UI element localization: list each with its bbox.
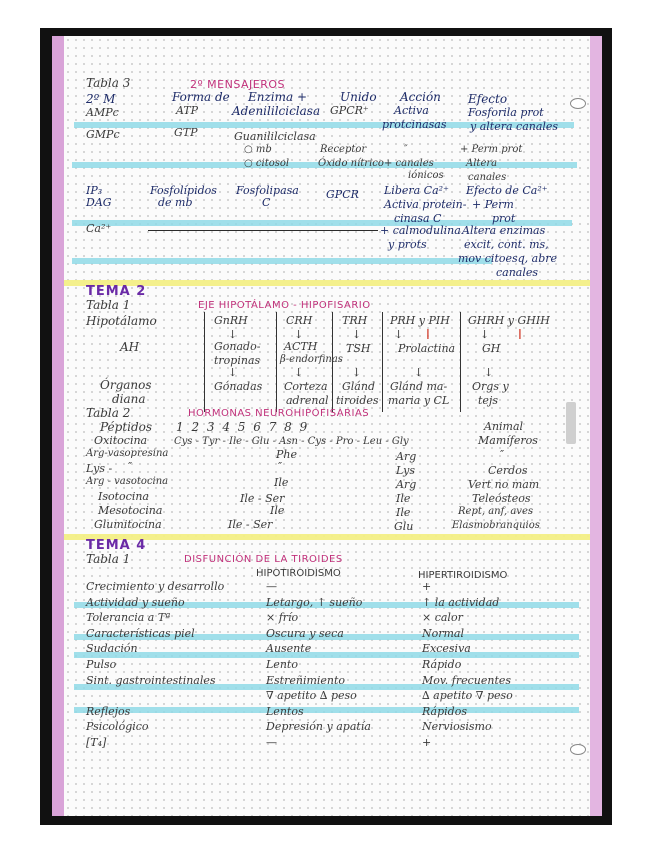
gmpc-no: Óxido nítrico <box>318 158 384 169</box>
arrow-icon: ↓ <box>294 366 304 379</box>
isotocina-pos8: Ile <box>396 492 411 505</box>
thyroid-hiper-value: Normal <box>422 626 465 640</box>
ah-label: AH <box>120 340 140 354</box>
thyroid-hipo-value: Depresión y apatía <box>266 720 371 734</box>
binder-hole <box>570 98 586 109</box>
arrow-icon: ↓ <box>414 366 424 379</box>
glumitocina-animal: Elasmobranquios <box>452 520 540 531</box>
ah-acth: ACTH <box>284 340 318 353</box>
ah-gh: GH <box>482 342 501 355</box>
col-hipo: HIPOTIROIDISMO <box>256 568 341 579</box>
arrow-icon: ↓ <box>394 328 404 341</box>
ip3-effect-2: + Perm <box>472 198 514 211</box>
thyroid-hiper-value: Excesiva <box>422 642 471 656</box>
thyroid-row-label: Reflejos <box>86 704 131 718</box>
crh: CRH <box>286 314 313 327</box>
arrow-icon: ↓ <box>228 328 238 341</box>
left-pink-margin <box>52 36 64 816</box>
gmpc-canales: + canales <box>384 158 434 169</box>
ampc-label: AMPc <box>86 106 119 119</box>
tema2-tabla1-title: EJE HIPOTÁLAMO - HIPOFISARIO <box>198 300 371 311</box>
isotocina-seq: Ile - Ser <box>240 492 285 505</box>
ip3-action-2: Activa protein- <box>384 198 467 211</box>
ampc-enzyme: Adenililciclasa <box>232 104 321 118</box>
thyroid-hipo-value: Lento <box>266 658 298 671</box>
ip3-action-3: cinasa C <box>394 212 442 225</box>
thyroid-hipo-value: Letargo, ↑ sueño <box>266 595 363 609</box>
table-divider <box>276 312 277 412</box>
ah-endorfinas: β-endorfinas <box>280 354 343 365</box>
tema4-tabla1: Tabla 1 <box>86 552 131 566</box>
ip3-enzyme-2: C <box>262 196 271 209</box>
isotocina-animal: Teleósteos <box>472 492 531 505</box>
ip3-label: IP₃ <box>86 184 103 197</box>
ah-gonado: Gonado- <box>214 340 261 353</box>
thyroid-hipo-value: Lentos <box>266 704 304 718</box>
header-efecto: Efecto <box>468 92 508 106</box>
gmpc-ditto: ″ <box>404 144 408 155</box>
thyroid-hiper-value: Rápido <box>422 658 462 671</box>
inhibit-mark: I <box>518 328 522 343</box>
ca-dash-line <box>148 230 378 231</box>
thyroid-hipo-value: × frío <box>266 611 299 625</box>
glumitocina-label: Glumitocina <box>94 518 162 531</box>
ip3-effect-3: prot <box>492 212 516 225</box>
glumitocina-seq: Ile - Ser <box>228 518 273 531</box>
organ-tejs: tejs <box>478 394 498 407</box>
binder-hole <box>570 744 586 755</box>
thyroid-row-label: Tolerancia a Tª <box>86 611 171 625</box>
argvasotocina-animal: Vert no mam <box>468 478 540 491</box>
header-unido: Unido <box>340 90 377 104</box>
organ-tiroides: tiroides <box>336 394 379 407</box>
arrow-icon: ↓ <box>480 328 490 341</box>
thyroid-row-label: Crecimiento y desarrollo <box>86 580 225 593</box>
thyroid-hipo-value: Ausente <box>266 642 312 656</box>
right-pink-margin <box>590 36 602 816</box>
thyroid-hipo-value: ∇ apetito ∆ peso <box>266 689 357 703</box>
glumitocina-pos8: Glu <box>394 520 414 533</box>
gmpc-enzyme: Guanililciclasa <box>234 130 316 143</box>
thyroid-hipo-value: — <box>266 580 277 593</box>
thyroid-hipo-value: Estreñimiento <box>266 673 346 687</box>
organos-label-2: diana <box>112 392 146 406</box>
tema2-heading: TEMA 2 <box>86 284 147 299</box>
organ-gland: Glánd <box>342 380 375 393</box>
thyroid-row-label: Características piel <box>86 626 195 640</box>
notebook-page <box>64 36 590 816</box>
table-divider <box>460 312 461 412</box>
lys-animal: Cerdos <box>488 464 528 477</box>
ip3-receptor: GPCR <box>326 188 359 201</box>
argvaso-label: Arg-vasopresina <box>86 448 169 459</box>
ampc-action-2: protcinasas <box>382 118 447 131</box>
tema2-tabla1: Tabla 1 <box>86 298 131 312</box>
gmpc-label: GMPc <box>86 128 120 141</box>
ah-tropinas: tropinas <box>214 354 261 367</box>
dag-label: DAG <box>86 196 112 209</box>
lys-ditto-2: ″ <box>278 460 283 473</box>
thyroid-hipo-value: Oscura y seca <box>266 626 344 640</box>
header-enzima: Enzima + <box>248 90 308 104</box>
gmpc-receptor: Receptor <box>320 144 367 155</box>
isotocina-label: Isotocina <box>98 490 149 503</box>
ghrh-ghih: GHRH y GHIH <box>468 314 550 327</box>
ip3-source: Fosfolípidos <box>150 184 217 197</box>
ca-effect-4: canales <box>496 266 539 279</box>
page-tab <box>566 402 576 444</box>
ah-tsh: TSH <box>346 342 371 355</box>
gmpc-effect-1: + Perm prot <box>460 144 523 155</box>
gmpc-mb: ○ mb <box>244 144 272 155</box>
lys-label: Lys - <box>86 462 113 475</box>
thyroid-hiper-value: + <box>422 580 432 593</box>
trh: TRH <box>342 314 368 327</box>
ampc-source: ATP <box>176 104 199 117</box>
tabla3-title: Tabla 3 <box>86 76 131 90</box>
highlight <box>72 258 492 264</box>
gmpc-canales-2: canales <box>468 172 507 183</box>
thyroid-hiper-value: × calor <box>422 611 463 625</box>
oxitocina-animal: Mamíferos <box>478 434 538 447</box>
arrow-icon: ↓ <box>484 366 494 379</box>
thyroid-hipo-value: — <box>266 736 277 749</box>
ca-effect-3: mov citoesq, abre <box>458 252 558 265</box>
ca-action-2: y prots <box>388 238 427 251</box>
ip3-source-2: de mb <box>158 196 193 209</box>
oxitocina-label: Oxitocina <box>94 434 148 447</box>
thyroid-hiper-value: Rápidos <box>422 704 467 718</box>
ah-prolactina: Prolactina <box>398 342 456 355</box>
ip3-enzyme: Fosfolipasa <box>236 184 299 197</box>
thyroid-row-label: Psicológico <box>86 720 149 734</box>
ip3-effect: Efecto de Ca²⁺ <box>466 184 548 197</box>
ampc-action: Activa <box>394 104 429 117</box>
thyroid-hiper-value: ↑ la actividad <box>422 595 500 609</box>
header-accion: Acción <box>400 90 441 104</box>
ca-label: Ca²⁺ <box>86 222 112 235</box>
header-2m: 2º M <box>86 92 116 106</box>
hipotalamo-label: Hipotálamo <box>86 314 157 328</box>
arrow-icon: ↓ <box>228 366 238 379</box>
thyroid-row-label: Pulso <box>86 658 117 671</box>
argvasotocina-pos3: Ile <box>274 476 289 489</box>
argvaso-animal: ″ <box>500 448 505 461</box>
organ-gonadas: Gónadas <box>214 380 263 393</box>
prh-pih: PRH y PIH <box>390 314 450 327</box>
header-forma: Forma de <box>172 90 230 104</box>
ca-effect-2: excit, cont. ms, <box>464 238 549 251</box>
gnrh: GnRH <box>214 314 248 327</box>
highlight <box>74 652 579 658</box>
argvasotocina-pos8: Arg <box>396 478 417 491</box>
mesotocina-pos8: Ile <box>396 506 411 519</box>
peptidos-label: Péptidos <box>100 420 153 434</box>
inhibit-mark: I <box>426 328 430 343</box>
arrow-icon: ↓ <box>294 328 304 341</box>
thyroid-hiper-value: + <box>422 736 432 749</box>
lys-pos8: Lys <box>396 464 415 477</box>
ca-effect: Altera enzimas <box>462 224 546 237</box>
organ-orgs: Orgs y <box>472 380 509 393</box>
animal-header: Animal <box>484 420 524 433</box>
organ-mama: Glánd ma- <box>390 380 448 393</box>
mesotocina-label: Mesotocina <box>98 504 163 517</box>
argvaso-pos3: Phe <box>276 448 297 461</box>
thyroid-row-label: Sint. gastrointestinales <box>86 673 216 687</box>
peptide-positions: 1 2 3 4 5 6 7 8 9 <box>176 420 310 434</box>
mesotocina-pos3: Ile <box>270 504 285 517</box>
table-divider <box>382 312 383 412</box>
tema4-heading: TEMA 4 <box>86 538 147 553</box>
highlight <box>74 707 579 713</box>
gmpc-ionicos: iónicos <box>408 170 444 181</box>
arrow-icon: ↓ <box>352 328 362 341</box>
thyroid-hiper-value: Mov. frecuentes <box>422 673 512 687</box>
thyroid-row-label: Actividad y sueño <box>86 595 185 609</box>
mesotocina-animal: Rept, anf, aves <box>458 506 533 517</box>
tema4-title: DISFUNCIÓN DE LA TIROIDES <box>184 554 343 565</box>
thyroid-hiper-value: ∆ apetito ∇ peso <box>422 689 513 703</box>
arrow-icon: ↓ <box>352 366 362 379</box>
gmpc-source: GTP <box>174 126 198 139</box>
tema2-tabla2: Tabla 2 <box>86 406 131 420</box>
ip3-action: Libera Ca²⁺ <box>384 184 449 197</box>
thyroid-row-label: Sudación <box>86 642 138 656</box>
col-hiper: HIPERTIROIDISMO <box>418 570 508 581</box>
gmpc-citosol: ○ citosol <box>244 158 290 169</box>
tema2-tabla2-title: HORMONAS NEUROHIPOFISARIAS <box>188 408 370 419</box>
organ-mama-2: maria y CL <box>388 394 450 407</box>
organ-adrenal: adrenal <box>286 394 329 407</box>
argvasotocina-label: Arg - vasotocina <box>86 476 169 487</box>
lys-ditto: ″ <box>128 460 133 473</box>
argvaso-pos8: Arg <box>396 450 417 463</box>
oxitocina-sequence: Cys - Tyr - Ile - Glu - Asn - Cys - Pro - Leu - Gly <box>174 436 409 447</box>
ampc-effect-2: y altera canales <box>470 120 559 133</box>
organ-corteza: Corteza <box>284 380 328 393</box>
thyroid-row-label: [T₄] <box>86 736 107 749</box>
ampc-effect: Fosforila prot <box>468 106 544 119</box>
gmpc-altera: Altera <box>466 158 498 169</box>
thyroid-hiper-value: Nerviosismo <box>422 720 492 734</box>
ampc-receptor: GPCR⁺ <box>330 104 369 117</box>
tabla3-subtitle: 2º MENSAJEROS <box>190 78 286 91</box>
organos-label: Órganos <box>100 378 152 392</box>
ca-action: + calmodulina <box>380 224 461 237</box>
